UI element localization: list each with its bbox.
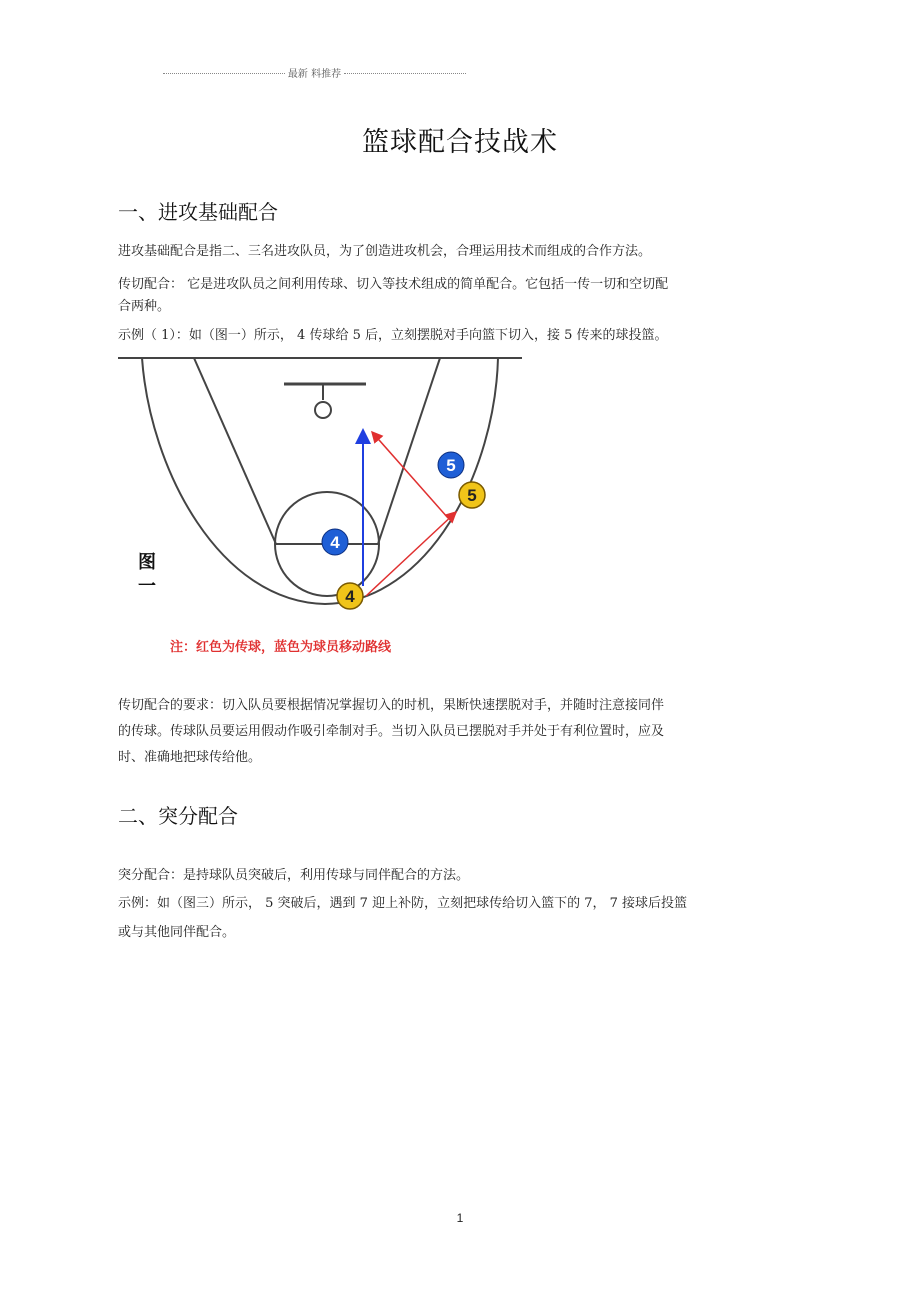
blue-player-4-number: 4: [330, 533, 340, 552]
header-dotted-line-left: [163, 73, 285, 74]
yellow-player-5: [459, 482, 485, 508]
blue-player-4: [322, 529, 348, 555]
yellow-player-4-number: 4: [345, 587, 355, 606]
pass-cut-requirement-line-3: 时、准确地把球传给他。: [118, 750, 262, 765]
header-text: 最新 料推荐: [287, 68, 342, 80]
pass-cut-definition-line-1: 传切配合： 它是进攻队员之间利用传球、切入等技术组成的简单配合。它包括一传一切和空切配: [118, 277, 669, 292]
figure-1-diagram: [110, 340, 530, 660]
pass-cut-requirement-line-1: 传切配合的要求：切入队员要根据情况掌握切入的时机，果断快速摆脱对手，并随时注意接同伴: [118, 698, 665, 713]
page-header: [163, 64, 466, 80]
header-dotted-line-right: [344, 73, 466, 74]
blue-player-5: [438, 452, 464, 478]
drive-dish-definition: 突分配合：是持球队员突破后，利用传球与同伴配合的方法。: [118, 868, 470, 883]
figure-label-char-2: 一: [138, 576, 156, 597]
example-2-line-2: 或与其他同伴配合。: [118, 925, 236, 940]
figure-label-char-1: 图: [138, 552, 156, 573]
pass-cut-definition-line-2: 合两种。: [118, 299, 171, 314]
document-title: 篮球配合技战术: [362, 127, 558, 158]
court-diagram: [110, 340, 530, 660]
example-1-text: 示例（ 1）：如（图一）所示， 4 传球给 5 后，立刻摆脱对手向篮下切入，接 5 传来的球投篮。: [118, 328, 668, 343]
pass-cut-requirement-line-2: 的传球。传球队员要运用假动作吸引牵制对手。当切入队员已摆脱对手并处于有利位置时，应及: [118, 724, 665, 739]
lane-line-left: [194, 358, 276, 544]
figure-note: 注：红色为传球，蓝色为球员移动路线: [170, 640, 392, 655]
example-2-line-1: 示例：如（图三）所示， 5 突破后，遇到 7 迎上补防，立刻把球传给切入篮下的 7， 7 接球后投篮: [118, 896, 688, 911]
pass-arrow-4-to-5: [366, 512, 456, 596]
yellow-player-5-number: 5: [467, 486, 477, 505]
section-2-heading: 二、突分配合: [118, 804, 238, 828]
section-1-heading: 一、进攻基础配合: [118, 200, 278, 224]
yellow-player-4: [337, 583, 363, 609]
blue-player-5-number: 5: [446, 456, 456, 475]
page-number: 1: [456, 1211, 464, 1225]
lane-line-right: [378, 358, 440, 544]
hoop: [315, 402, 331, 418]
section-1-intro: 进攻基础配合是指二、三名进攻队员，为了创造进攻机会，合理运用技术而组成的合作方法。: [118, 244, 652, 259]
three-point-arc: [142, 358, 498, 604]
